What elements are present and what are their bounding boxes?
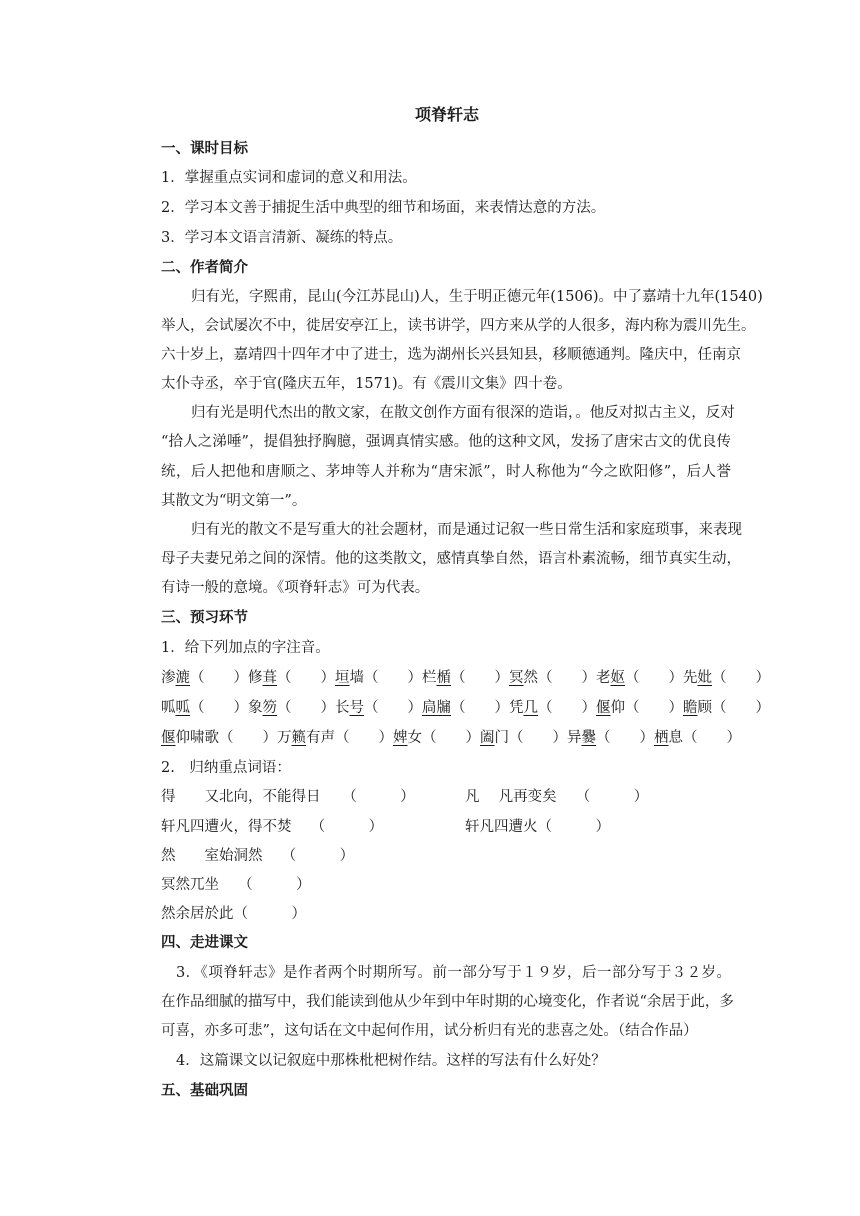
- paragraph-line: 太仆寺丞，卒于官(隆庆五年，1571)。有《震川文集》四十卷。: [161, 376, 572, 392]
- pinyin-item: 长号（ ）: [335, 700, 422, 716]
- question-3-line: 在作品细腻的描写中，我们能读到他从少年到中年时期的心境变化，作者说“余居于此，多: [161, 994, 734, 1010]
- question-3-line: 3．《项脊轩志》是作者两个时期所写。前一部分写于１９岁，后一部分写于３２岁。: [176, 965, 731, 981]
- paragraph-line: 归有光的散文不是写重大的社会题材，而是通过记叙一些日常生活和家庭琐事，来表现: [191, 522, 742, 538]
- paragraph-line: 统，后人把他和唐顺之、茅坤等人并称为“唐宋派”，时人称他为“今之欧阳修”，后人誉: [161, 464, 731, 480]
- pinyin-item: 栏楯（ ）: [422, 670, 509, 686]
- pinyin-item: 异爨（ ）: [567, 730, 654, 746]
- pinyin-item: 老妪（ ）: [596, 670, 683, 686]
- pinyin-item: 先妣（ ）: [683, 670, 770, 686]
- pinyin-item: 偃仰（ ）: [596, 700, 683, 716]
- pinyin-item: 婢女（ ）: [393, 730, 480, 746]
- pinyin-item: 象笏（ ）: [248, 700, 335, 716]
- word-item: 然 室始洞然 （ ）: [161, 848, 355, 864]
- pinyin-item: 阖门（ ）: [480, 730, 567, 746]
- word-item: 轩凡四遭火（ ）: [465, 819, 610, 835]
- pinyin-item: 垣墙（ ）: [335, 670, 422, 686]
- section-heading-author: 二、作者简介: [161, 259, 248, 276]
- objective-item: 2．学习本文善于捕捉生活中典型的细节和场面，来表情达意的方法。: [161, 200, 606, 216]
- paragraph-line: 其散文为“明文第一”。: [161, 493, 307, 509]
- question-1: 1．给下列加点的字注音。: [161, 640, 330, 656]
- paragraph-line: 母子夫妻兄弟之间的深情。他的这类散文，感情真挚自然，语言朴素流畅，细节真实生动，: [161, 551, 741, 567]
- word-item: 轩凡四遭火，得不焚 （ ）: [161, 819, 384, 835]
- pinyin-item: 修葺（ ）: [248, 670, 335, 686]
- objective-item: 1．掌握重点实词和虚词的意义和用法。: [161, 170, 417, 186]
- pinyin-item: 偃仰啸歌（ ）: [161, 730, 277, 746]
- paragraph-line: 六十岁上，嘉靖四十四年才中了进士，选为湖州长兴县知县，移顺德通判。隆庆中，任南京: [161, 347, 741, 363]
- pinyin-item: 扃牖（ ）: [422, 700, 509, 716]
- paragraph-line: 归有光，字熙甫，昆山(今江苏昆山)人，生于明正德元年(1506)。中了嘉靖十九年(1540): [191, 289, 763, 305]
- objective-item: 3．学习本文语言清新、凝练的特点。: [161, 230, 403, 246]
- pinyin-row-2: [161, 698, 770, 718]
- pinyin-item: 冥然（ ）: [509, 670, 596, 686]
- pinyin-item: 栖息（ ）: [654, 730, 741, 746]
- question-3-line: 可喜，亦多可悲”，这句话在文中起何作用，试分析归有光的悲喜之处。（结合作品）: [161, 1023, 698, 1039]
- paragraph-line: 归有光是明代杰出的散文家，在散文创作方面有很深的造诣，。他反对拟古主义，反对: [191, 405, 735, 421]
- word-item: 冥然兀坐 （ ）: [161, 877, 311, 893]
- pinyin-row-1: [161, 668, 770, 688]
- pinyin-item: 呱呱（ ）: [161, 700, 248, 716]
- pinyin-item: 万籁有声（ ）: [277, 730, 393, 746]
- paragraph-line: “拾人之涕唾”，提倡独抒胸臆，强调真情实感。他的这种文风，发扬了唐宋古文的优良传: [161, 434, 731, 450]
- page-title: 项脊轩志: [414, 105, 479, 124]
- word-item: 凡 凡再变矣 （ ）: [465, 789, 649, 805]
- pinyin-item: 渗漉（ ）: [161, 670, 248, 686]
- word-item: 得 又北向，不能得日 （ ）: [161, 789, 415, 805]
- section-heading-objectives: 一、课时目标: [161, 140, 248, 157]
- section-heading-text: 四、走进课文: [161, 934, 248, 951]
- pinyin-item: 凭几（ ）: [509, 700, 596, 716]
- section-heading-consolidation: 五、基础巩固: [161, 1082, 248, 1099]
- section-heading-preview: 三、预习环节: [161, 609, 248, 626]
- question-4: 4．这篇课文以记叙庭中那株枇杷树作结。这样的写法有什么好处？: [176, 1053, 606, 1069]
- word-item: 然余居於此（ ）: [161, 906, 306, 922]
- pinyin-item: 瞻顾（ ）: [683, 700, 770, 716]
- question-2: 2. 归纳重点词语：: [161, 760, 291, 776]
- pinyin-row-3: [161, 728, 741, 748]
- paragraph-line: 举人，会试屡次不中，徙居安亭江上，读书讲学，四方来从学的人很多，海内称为震川先生。: [161, 318, 756, 334]
- paragraph-line: 有诗一般的意境。《项脊轩志》可为代表。: [161, 580, 430, 596]
